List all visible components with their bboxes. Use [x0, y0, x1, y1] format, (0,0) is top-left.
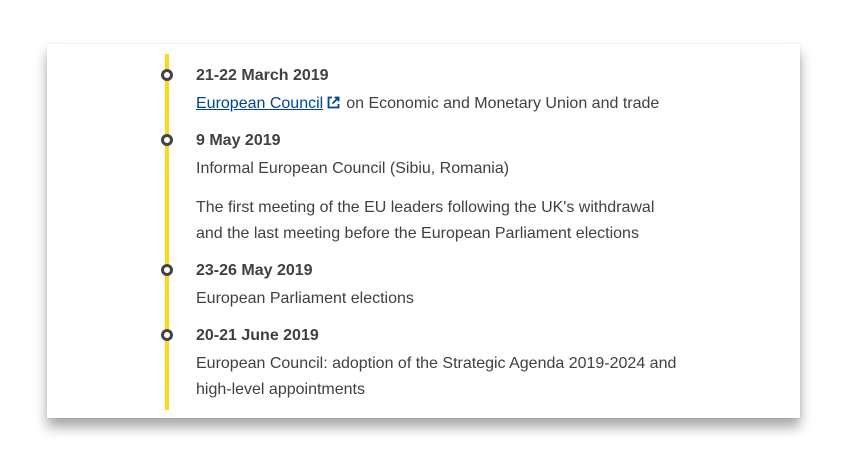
timeline-node-icon	[161, 329, 173, 341]
timeline-card	[47, 44, 800, 418]
timeline-node-icon	[161, 264, 173, 276]
external-link-icon[interactable]	[327, 92, 340, 118]
event-date: 23-26 May 2019	[196, 262, 313, 279]
event-text: on Economic and Monetary Union and trade	[346, 95, 660, 112]
timeline-node-icon	[161, 69, 173, 81]
event-date: 20-21 June 2019	[196, 327, 319, 344]
event-date: 21-22 March 2019	[196, 67, 329, 84]
event-description: European Parliament elections	[196, 290, 414, 307]
event-description	[196, 91, 659, 118]
timeline-node-icon	[161, 134, 173, 146]
timeline-line	[165, 54, 169, 410]
event-description-line: European Council: adoption of the Strategic Agenda 2019-2024 and	[196, 355, 677, 372]
event-description: Informal European Council (Sibiu, Romania)	[196, 160, 510, 177]
european-council-link[interactable]: European Council	[196, 95, 324, 112]
event-note-line: and the last meeting before the European Parliament elections	[196, 225, 639, 242]
event-description-line: high-level appointments	[196, 381, 365, 398]
event-note-line: The first meeting of the EU leaders following the UK's withdrawal	[196, 199, 655, 216]
event-date: 9 May 2019	[196, 132, 281, 149]
